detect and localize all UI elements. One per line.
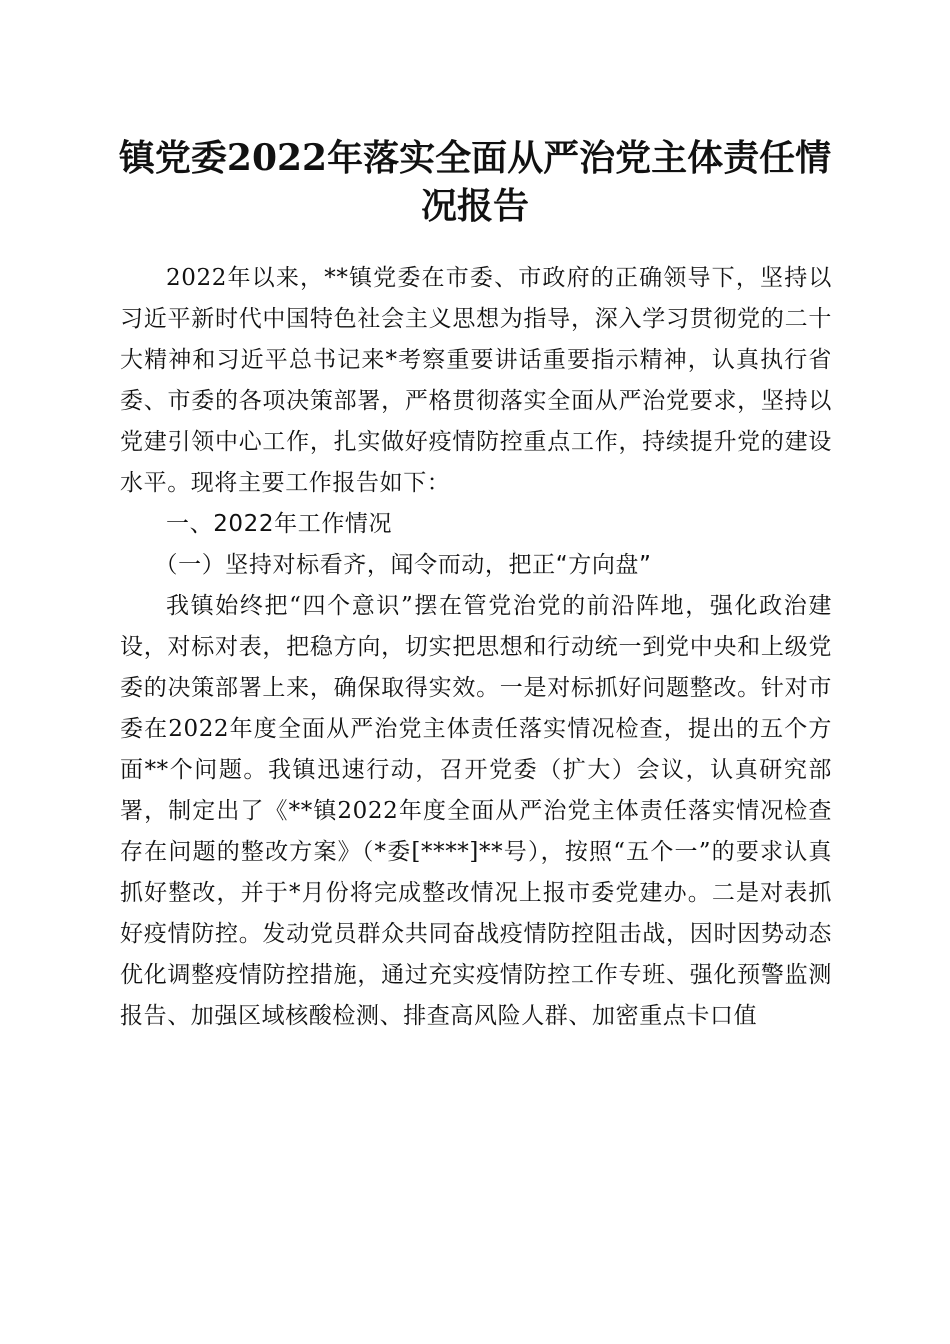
document-title: 镇党委2022年落实全面从严治党主体责任情况报告 <box>118 137 832 227</box>
intro-paragraph: 2022年以来，**镇党委在市委、市政府的正确领导下，坚持以习近平新时代中国特色社会主义思想为指导，深入学习贯彻党的二十大精神和习近平总书记来*考察重要讲话重要指示精神，认真执行省委、市委的各项决策部署，严格贯彻落实全面从严治党要求，坚持以党建引领中心工作，扎实做好疫情防控重点工作，持续提升党的建设水平。现将主要工作报告如下： <box>120 265 832 496</box>
subsection-heading: （一）坚持对标看齐，闻令而动，把正“方向盘” <box>154 552 652 578</box>
document-body <box>120 258 832 1037</box>
section-heading: 一、2022年工作情况 <box>166 511 393 537</box>
subsection-paragraph: 我镇始终把“四个意识”摆在管党治党的前沿阵地，强化政治建设，对标对表，把稳方向，切实把思想和行动统一到党中央和上级党委的决策部署上来，确保取得实效。一是对标抓好问题整改。针对市委在2022年度全面从严治党主体责任落实情况检查，提出的五个方面**个问题。我镇迅速行动，召开党委（扩大）会议，认真研究部署，制定出了《**镇2022年度全面从严治党主体责任落实情况检查存在问题的整改方案》（*委[****]**号），按照“五个一”的要求认真抓好整改，并于*月份将完成整改情况上报市委党建办。二是对表抓好疫情防控。发动党员群众共同奋战疫情防控阻击战，因时因势动态优化调整疫情防控措施，通过充实疫情防控工作专班、强化预警监测报告、加强区域核酸检测、排查高风险人群、加密重点卡口值 <box>120 593 833 1029</box>
